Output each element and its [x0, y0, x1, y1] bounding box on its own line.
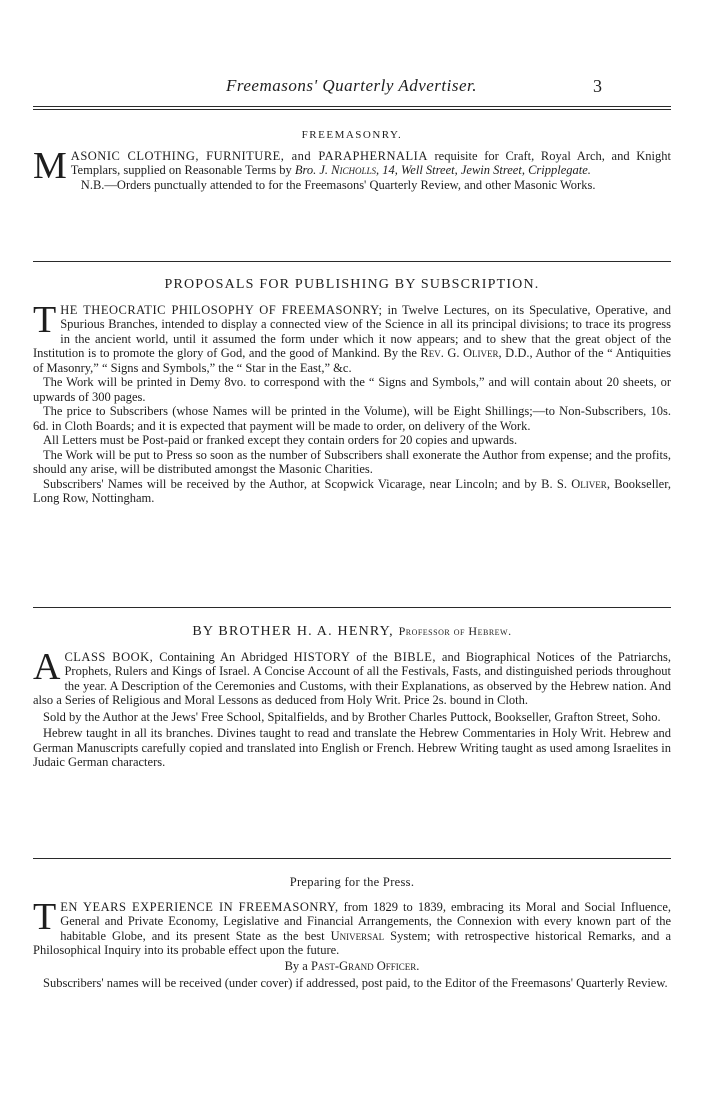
section-heading: FREEMASONRY. [301, 129, 403, 141]
drop-cap: T [33, 895, 57, 938]
paragraph: Subscribers' names will be received (under cover) if addressed, post paid, to the Editor of the Freemasons' Quarterly Review. [43, 976, 668, 990]
running-title: Freemasons' Quarterly Advertiser. [225, 76, 478, 95]
advert-paragraph: THE THEOCRATIC PHILOSOPHY OF FREEMASONRY; in Twelve Lectures, on its Speculative, Operative, and Spurious Branches, intended to display a connected view of the Science in all its principal divisions; to trace its progress in the ancient world, until it assumed the form under which it now appears; and to shew that the great object of the Institution is to promote the glory of God, and the good of Mankind. By the Rev. G. Oliver, D.D., Author of the “ Antiquities of Masonry,” “ Signs and Symbols,” the “ Star in the East,” &c. [33, 298, 671, 375]
section-ten-years [33, 875, 671, 991]
section-rule [33, 607, 671, 608]
paragraph: The Work will be printed in Demy 8vo. to correspond with the “ Signs and Symbols,” and will contain about 20 sheets, or upwards of 300 pages. [33, 375, 671, 404]
drop-cap: A [33, 645, 61, 688]
paragraph: Hebrew taught in all its branches. Divines taught to read and translate the Hebrew Commentaries in Holy Writ. Hebrew and German Manuscripts carefully copied and translated into English or French. Hebrew Writing taught as used among Israelites in Judaic German characters. [33, 726, 671, 769]
section-rule [33, 261, 671, 262]
header-rule [33, 106, 671, 110]
lead-text: EN YEARS EXPERIENCE IN FREEMASONRY, [60, 899, 339, 914]
section-henry [33, 624, 671, 770]
lead-text: CLASS BOOK, [64, 649, 154, 664]
section-freemasonry [33, 128, 671, 192]
lead-text: HE THEOCRATIC PHILOSOPHY OF FREEMASONRY; [60, 302, 383, 317]
advert-paragraph: TEN YEARS EXPERIENCE IN FREEMASONRY, from 1829 to 1839, embracing its Moral and Social Influence, General and Private Economy, Legislative and Financial Arrangements, the Connexion with every known part of the habitable Globe, and its present State as the best Universal System; with retrospective historical Remarks, and a Philosophical Inquiry into its probable effect upon the future. [33, 895, 671, 957]
paragraph: The price to Subscribers (whose Names will be printed in the Volume), will be Eight Shillings;—to Non-Subscribers, 10s. 6d. in Cloth Boards; and it is expected that payment will be made to order, on delivery of the Work. [33, 404, 671, 433]
lead-text: ASONIC CLOTHING, FURNITURE, and PARAPHERNALIA [70, 148, 428, 163]
paragraph: The Work will be put to Press so soon as the number of Subscribers shall exonerate the Author from expense; and the profits, should any arise, will be distributed amongst the Masonic Charities. [33, 447, 671, 476]
page-number: 3 [593, 76, 602, 96]
advert-paragraph: MASONIC CLOTHING, FURNITURE, and PARAPHERNALIA requisite for Craft, Royal Arch, and Knight Templars, supplied on Reasonable Terms by Bro. J. Nicholls, 14, Well Street, Jewin Street, Cripplegate. [33, 144, 671, 187]
byline: By a Past-Grand Officer. [284, 958, 420, 973]
section-heading: BY BROTHER H. A. HENRY, Professor of Hebrew. [192, 624, 512, 639]
section-proposals [33, 278, 671, 506]
drop-cap: T [33, 298, 57, 341]
paragraph: Subscribers' Names will be received by the Author, at Scopwick Vicarage, near Lincoln; and by B. S. Oliver, Bookseller, Long Row, Nottingham. [33, 476, 671, 505]
section-heading: Preparing for the Press. [289, 875, 415, 889]
note-paragraph: N.B.—Orders punctually attended to for the Freemasons' Quarterly Review, and other Masonic Works. [80, 177, 596, 192]
paragraph: All Letters must be Post-paid or franked except they contain orders for 20 copies and upwards. [43, 433, 518, 447]
paragraph: Sold by the Author at the Jews' Free School, Spitalfields, and by Brother Charles Puttock, Bookseller, Grafton Street, Soho. [43, 709, 661, 724]
running-head [0, 76, 703, 98]
section-heading: PROPOSALS FOR PUBLISHING BY SUBSCRIPTION. [164, 277, 540, 292]
advert-paragraph: ACLASS BOOK, Containing An Abridged HISTORY of the BIBLE, and Biographical Notices of the Patriarchs, Prophets, Rulers and Kings of Israel. A Concise Account of all the Festivals, Fasts, and distinguished periods throughout the year. A Description of the Ceremonies and Customs, with their Explanations, as observed by the Hebrew nation. And also a Series of Religious and Moral Lessons as deduced from Holy Writ. Price 2s. bound in Cloth. [33, 645, 672, 707]
section-rule [33, 858, 671, 859]
drop-cap: M [33, 144, 67, 187]
